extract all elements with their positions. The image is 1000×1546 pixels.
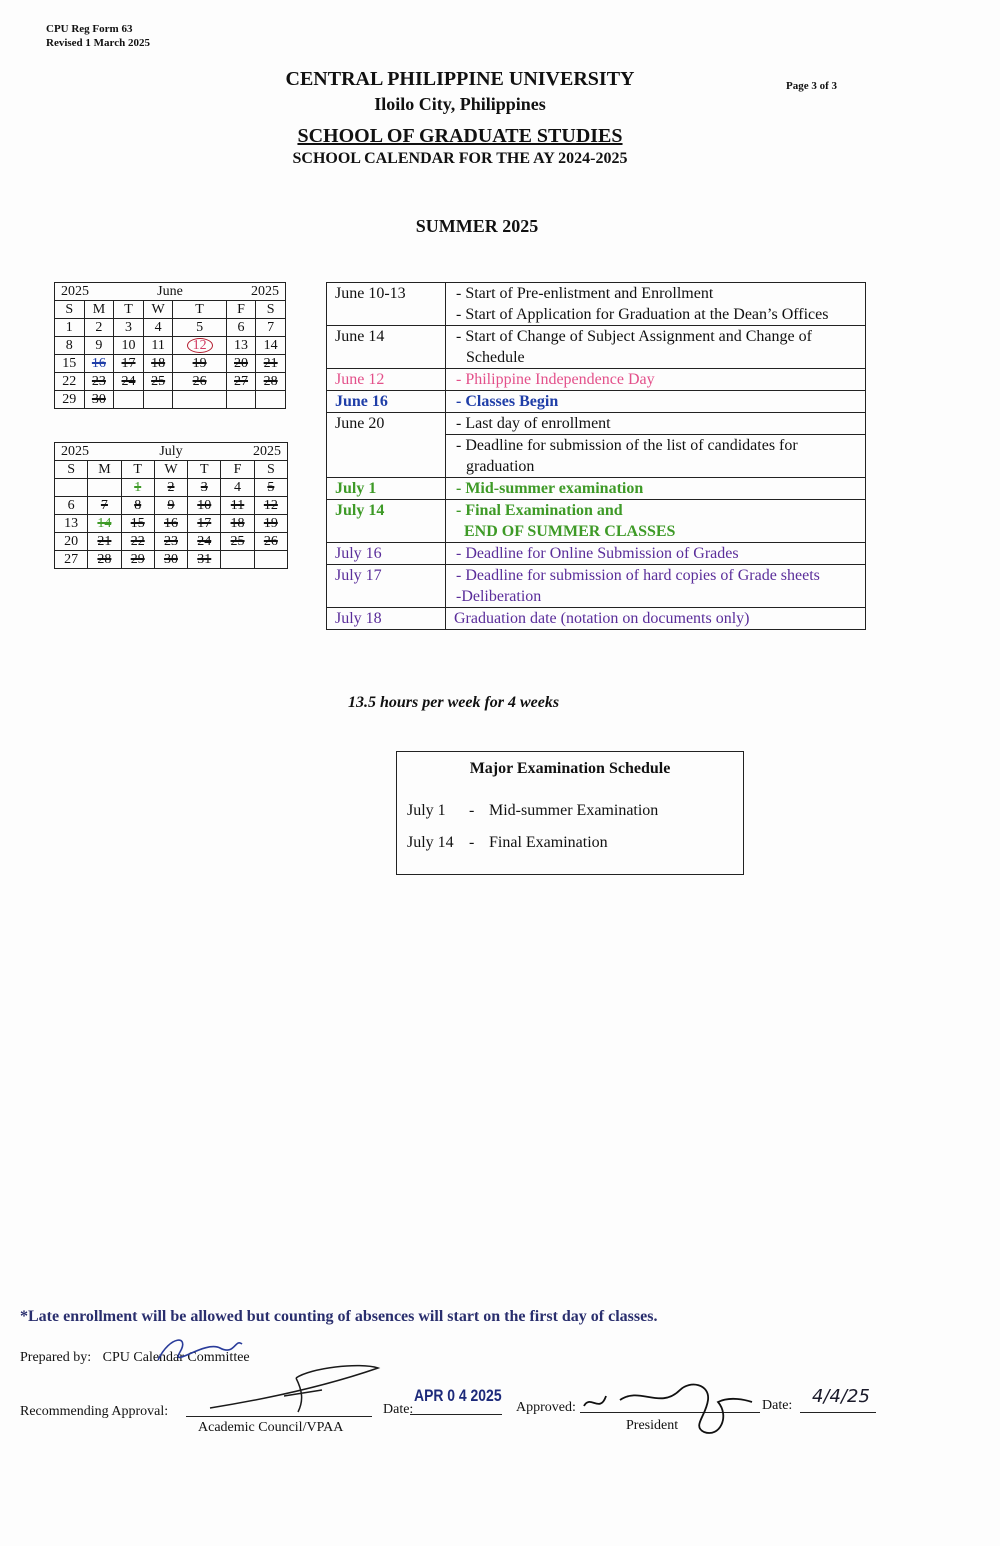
event-row [327,543,866,565]
calendar-day [221,551,254,569]
calendar-day [88,479,121,497]
exam-date: July 1 [407,802,446,819]
calendar-day: 7 [88,497,121,515]
event-date: June 12 [327,369,446,391]
event-date: July 1 [327,478,446,500]
calendar-day: 23 [154,533,187,551]
calendar-day: 2 [84,319,114,337]
late-enrollment-note: *Late enrollment will be allowed but counting of absences will start on the first day of classes. [20,1308,658,1325]
calendar-day: 10 [188,497,221,515]
event-description: - Mid-summer examination [446,478,866,500]
calendar-day: 12 [254,497,287,515]
event-row [327,608,866,630]
calendar-day: 25 [221,533,254,551]
calendar-day: 9 [84,337,114,355]
event-date: July 14 [327,500,446,543]
calendar-day: 24 [188,533,221,551]
event-date: July 16 [327,543,446,565]
event-description: Graduation date (notation on documents only) [446,608,866,630]
event-date: June 10-13 [327,283,446,326]
calendar-day: 4 [143,319,173,337]
school-title: SCHOOL OF GRADUATE STUDIES [297,125,623,147]
event-row [327,283,866,326]
calendar-day: 10 [114,337,144,355]
event-row [327,369,866,391]
june-calendar [54,282,286,409]
weekday-header: F [226,301,256,319]
event-description: - Philippine Independence Day [446,369,866,391]
form-number: CPU Reg Form 63 [46,23,133,35]
event-description: - Start of Change of Subject Assignment and Change of Schedule [446,326,866,369]
calendar-day: 1 [55,319,85,337]
date-line-2 [800,1412,876,1413]
exam-date: July 14 [407,834,454,851]
weekday-header: M [84,301,114,319]
calendar-title: SCHOOL CALENDAR FOR THE AY 2024-2025 [292,150,628,167]
event-description: - Last day of enrollment [446,413,866,435]
calendar-day: 15 [55,355,85,373]
calendar-day: 2 [154,479,187,497]
cal-month: July [159,444,183,459]
exam-row [407,802,658,820]
calendar-day: 18 [143,355,173,373]
date-line [410,1414,502,1415]
event-description: - Final Examination and END OF SUMMER CLASSES [446,500,866,543]
calendar-day: 31 [188,551,221,569]
weekday-header: M [88,461,121,479]
calendar-day: 14 [256,337,286,355]
calendar-day: 23 [84,373,114,391]
calendar-day [226,391,256,409]
exam-row [407,834,608,852]
president-signature [580,1366,770,1438]
calendar-day: 17 [114,355,144,373]
exam-name: Final Examination [489,834,608,851]
event-description: - Deadline for submission of the list of candidates for graduation [446,435,866,478]
calendar-day: 4 [221,479,254,497]
calendar-day: 20 [55,533,88,551]
calendar-day: 5 [173,319,226,337]
calendar-day [256,391,286,409]
calendar-day: 8 [55,337,85,355]
date-label: Date: [383,1402,414,1417]
calendar-day: 26 [254,533,287,551]
calendar-day [173,391,226,409]
calendar-day: 27 [226,373,256,391]
form-id [46,22,150,50]
event-description: - Deadline for submission of hard copies of Grade sheets -Deliberation [446,565,866,608]
event-date: June 14 [327,326,446,369]
calendar-day: 11 [143,337,173,355]
calendar-day: 11 [221,497,254,515]
recommending-label: Recommending Approval: [20,1404,169,1419]
calendar-day [55,479,88,497]
calendar-day: 3 [114,319,144,337]
event-row [327,500,866,543]
event-description: - Deadline for Online Submission of Grades [446,543,866,565]
exam-separator: - [469,802,475,819]
cal-year-right: 2025 [251,284,279,299]
calendar-day: 6 [226,319,256,337]
exam-separator: - [469,834,475,851]
calendar-day: 13 [55,515,88,533]
calendar-day: 27 [55,551,88,569]
calendar-day: 14 [88,515,121,533]
calendar-day: 28 [256,373,286,391]
calendar-day [254,551,287,569]
event-date: July 18 [327,608,446,630]
date-stamp: APR 0 4 2025 [414,1386,502,1405]
calendar-day: 22 [55,373,85,391]
exam-name: Mid-summer Examination [489,802,659,819]
exam-schedule-box [396,751,744,875]
calendar-day: 20 [226,355,256,373]
event-row [327,326,866,369]
event-row [327,391,866,413]
weekday-header: T [121,461,154,479]
calendar-day: 13 [226,337,256,355]
calendar-day: 8 [121,497,154,515]
form-revised: Revised 1 March 2025 [46,37,150,49]
weekday-header: S [55,461,88,479]
calendar-day: 21 [88,533,121,551]
calendar-day: 19 [173,355,226,373]
calendar-day: 9 [154,497,187,515]
calendar-day: 29 [55,391,85,409]
university-title: CENTRAL PHILIPPINE UNIVERSITY [285,68,635,90]
weekday-header: S [254,461,287,479]
calendar-day: 6 [55,497,88,515]
exam-schedule-title: Major Examination Schedule [469,760,671,777]
event-date: July 17 [327,565,446,608]
calendar-day: 7 [256,319,286,337]
calendar-day [143,391,173,409]
calendar-day: 22 [121,533,154,551]
calendar-day: 15 [121,515,154,533]
event-description: - Start of Pre-enlistment and Enrollment - Start of Application for Graduation at the Dean’s Offices [446,283,866,326]
calendar-day: 30 [154,551,187,569]
term-title: SUMMER 2025 [415,216,539,236]
calendar-day: 30 [84,391,114,409]
calendar-day: 29 [121,551,154,569]
weekday-header: S [256,301,286,319]
event-row [327,478,866,500]
hours-note: 13.5 hours per week for 4 weeks [348,694,560,711]
july-calendar [54,442,288,569]
event-row [327,565,866,608]
calendar-day: 24 [114,373,144,391]
weekday-header: S [55,301,85,319]
weekday-header: T [173,301,226,319]
calendar-day: 16 [154,515,187,533]
calendar-day: 18 [221,515,254,533]
recommending-name: Academic Council/VPAA [198,1420,344,1435]
calendar-day: 1 [121,479,154,497]
weekday-header: W [154,461,187,479]
calendar-header [55,443,288,461]
event-date: June 16 [327,391,446,413]
calendar-day [114,391,144,409]
university-city: Iloilo City, Philippines [374,94,546,114]
calendar-day: 17 [188,515,221,533]
date-label-2: Date: [762,1398,793,1413]
calendar-day: 12 [173,337,226,355]
event-row [327,413,866,435]
calendar-day: 28 [88,551,121,569]
cal-year-left: 2025 [61,444,89,459]
calendar-day: 3 [188,479,221,497]
weekday-header: T [114,301,144,319]
calendar-day: 25 [143,373,173,391]
weekday-header: W [143,301,173,319]
calendar-day: 26 [173,373,226,391]
weekday-header: F [221,461,254,479]
cal-month: June [157,284,183,299]
approved-label: Approved: [516,1400,576,1415]
calendar-day: 19 [254,515,287,533]
calendar-day: 5 [254,479,287,497]
prepared-label: Prepared by: [20,1350,92,1365]
cal-year-right: 2025 [253,444,281,459]
events-table [326,282,866,630]
recommending-signature [200,1360,390,1420]
handwritten-date: 4/4/25 [812,1386,870,1407]
cal-year-left: 2025 [61,284,89,299]
calendar-day: 21 [256,355,286,373]
event-description: - Classes Begin [446,391,866,413]
calendar-header [55,283,286,301]
weekday-header: T [188,461,221,479]
calendar-day: 16 [84,355,114,373]
approved-name: President [626,1418,679,1433]
event-date: June 20 [327,413,446,478]
prepared-name: CPU Calendar Committee [102,1350,250,1365]
page-number: Page 3 of 3 [786,80,838,92]
